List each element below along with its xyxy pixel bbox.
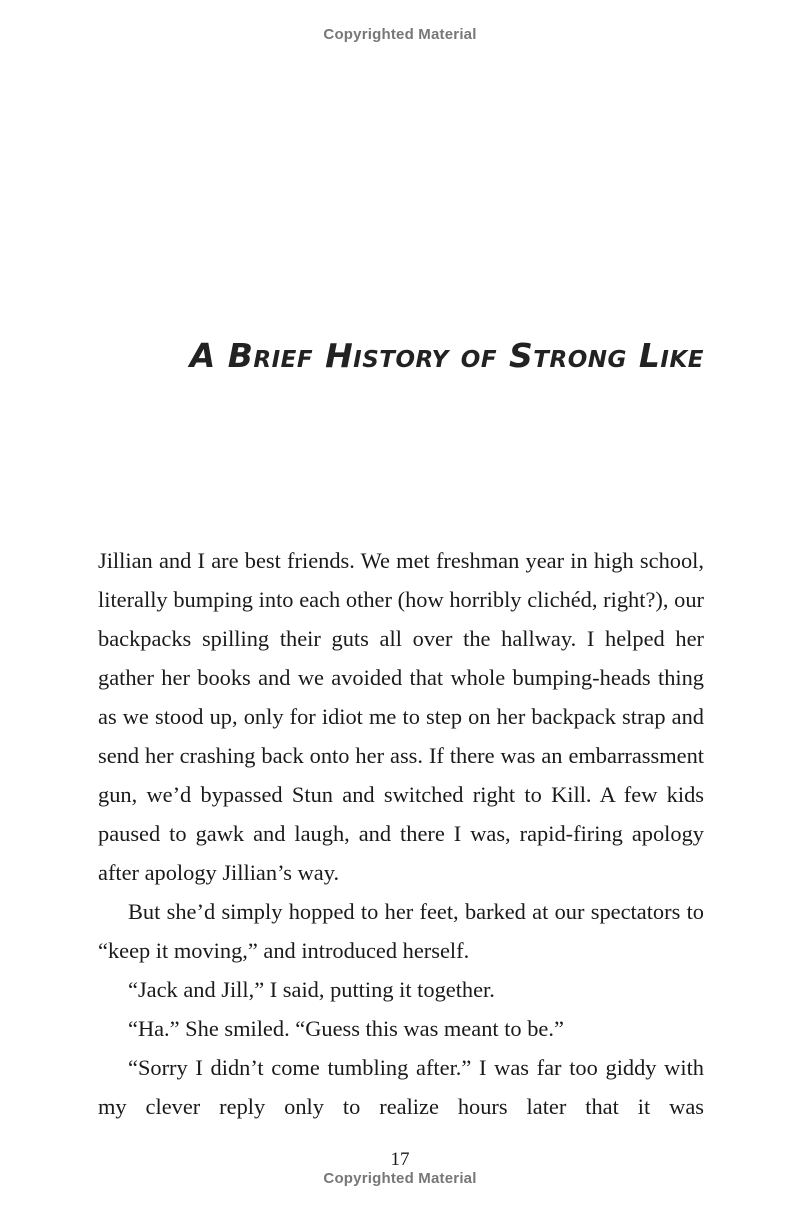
page-number: 17 <box>390 1149 410 1170</box>
chapter-title: A Brief History of Strong Like <box>189 336 704 375</box>
paragraph: “Jack and Jill,” I said, putting it together. <box>128 977 495 1002</box>
paragraph: Jillian and I are best friends. We met freshman year in high school, literally bumping into each other (how horribly clichéd, right?), our backpacks spilling their guts all over the hallway. I helped her gather her books and we avoided that whole bumping-heads thing as we stood up, only for idiot me to step on her backpack strap and send her crashing back onto her ass. If there was an embarrassment gun, we’d bypassed Stun and switched right to Kill. A few kids paused to gawk and laugh, and there I was, rapid-firing apology after apology Jillian’s way. <box>98 548 704 885</box>
paragraph: “Ha.” She smiled. “Guess this was meant to be.” <box>128 1016 564 1041</box>
paragraph: “Sorry I didn’t come tumbling after.” I was far too giddy with my clever reply only to realize hours later that it was <box>98 1055 704 1119</box>
copyright-watermark-bottom: Copyrighted Material <box>323 1170 477 1187</box>
paragraph: But she’d simply hopped to her feet, barked at our spectators to “keep it moving,” and introduced herself. <box>98 899 704 963</box>
copyright-watermark-top: Copyrighted Material <box>323 26 477 43</box>
body-text <box>98 541 704 1126</box>
